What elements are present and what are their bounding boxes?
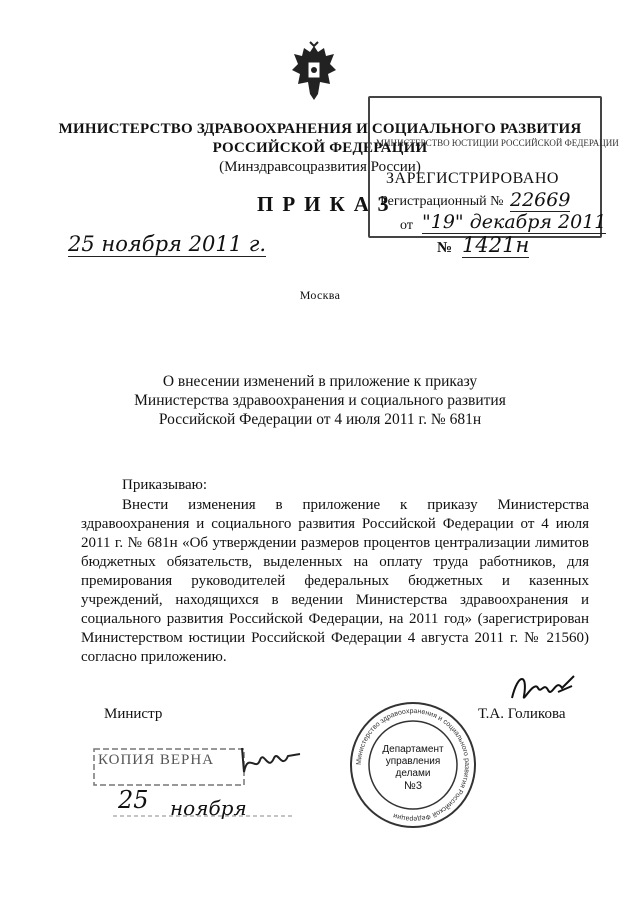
registration-stamp-title: ЗАРЕГИСТРИРОВАНО	[386, 170, 559, 187]
minister-signature	[508, 668, 578, 708]
order-title-word: ПРИКАЗ	[257, 192, 398, 216]
copy-stamp-signature	[236, 742, 306, 782]
order-subject-line3: Российской Федерации от 4 июля 2011 г. № 681н	[158, 411, 482, 428]
order-number-label: №	[437, 240, 453, 256]
registration-stamp-org: МИНИСТЕРСТВО ЮСТИЦИИ РОССИЙСКОЙ ФЕДЕРАЦИИ	[376, 138, 619, 148]
order-date-handwritten: 25 ноября 2011 г.	[68, 232, 267, 256]
copy-stamp-label: КОПИЯ ВЕРНА	[98, 752, 215, 768]
seal-line4: №3	[404, 780, 422, 792]
seal-line2: управления	[385, 756, 441, 767]
ministry-name-line1: МИНИСТЕРСТВО ЗДРАВООХРАНЕНИЯ И СОЦИАЛЬНОГО РАЗВИТИЯ	[58, 121, 582, 137]
registration-date-label: от	[400, 218, 413, 233]
seal-line1: Департамент	[382, 744, 444, 755]
city: Москва	[299, 288, 341, 302]
order-body	[81, 496, 589, 667]
registration-stamp	[368, 96, 619, 238]
order-subject-line1: О внесении изменений в приложение к приказу	[162, 373, 478, 390]
copy-stamp-month: ноября	[170, 796, 247, 820]
department-round-seal	[348, 700, 478, 830]
ministry-short-name: (Минздравсоцразвития России)	[219, 159, 421, 175]
registration-date-value: "19" декабря 2011	[422, 211, 607, 233]
seal-line3: делами	[395, 768, 431, 779]
ordering-word: Приказываю:	[122, 477, 207, 493]
copy-stamp-day: 25	[118, 786, 149, 814]
order-subject-line2: Министерства здравоохранения и социального развития	[134, 392, 506, 409]
signatory-title: Министр	[104, 706, 163, 722]
ministry-name-line2: РОССИЙСКОЙ ФЕДЕРАЦИИ	[212, 140, 428, 156]
registration-number-label: Регистрационный №	[380, 194, 504, 209]
registration-number-value: 22669	[510, 189, 571, 211]
order-body-paragraph: Внести изменения в приложение к приказу Министерства здравоохранения и социального развития Российской Федерации от 4 июля 2011 г. № 681н «Об утверждении размеров процентов централизации лимитов бюджетных обязательств, выделенных на оплату труда работников, для премирования руководителей федеральных бюджетных и казенных учреждений, находящихся в ведении Министерства здравоохранения и социального развития Российской Федерации, на 2011 год» (зарегистрирован Министерством юстиции Российской Федерации 4 августа 2011 г. № 21560) согласно приложению.	[81, 497, 589, 665]
coat-of-arms-emblem	[290, 40, 338, 102]
order-number-handwritten: 1421н	[462, 233, 530, 257]
signatory-name: Т.А. Голикова	[478, 706, 566, 722]
seal-outer-text: Министерство здравоохранения и социального развития Российской Федерации	[355, 707, 471, 823]
